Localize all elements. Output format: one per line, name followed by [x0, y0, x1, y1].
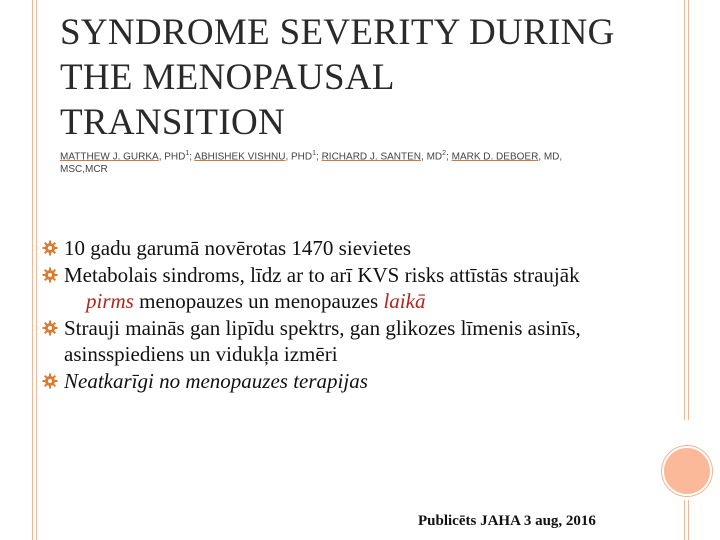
author-degree: , MD	[421, 151, 443, 163]
bullet-text: Strauji mainās gan lipīdu spektrs, gan glikozes līmenis asinīs,	[64, 315, 581, 340]
gear-icon	[42, 373, 58, 389]
slide-title	[60, 10, 680, 145]
author-link-deboer[interactable]: MARK D. DEBOER	[451, 151, 539, 163]
bullet-text: Neatkarīgi no menopauzes terapijas	[64, 368, 368, 393]
right-frame-border	[684, 0, 689, 420]
author-degree: , MD,	[538, 151, 563, 163]
author-affiliation: 2	[442, 150, 447, 157]
author-link-santen[interactable]: RICHARD J. SANTEN	[321, 151, 422, 163]
author-link-vishnu[interactable]: ABHISHEK VISHNU	[194, 151, 286, 163]
author-affiliation: 1	[185, 150, 190, 157]
author-line-1: MATTHEW J. GURKA, PHD$^1$; ABHISHEK VISHNU, PHD$^1$; RICHARD J. SANTEN, $MD^2$; MARK D. DEBOER, MD,	[60, 150, 563, 163]
bullet-continuation	[64, 289, 425, 313]
left-frame-border	[32, 0, 37, 540]
author-line-2: MSC,MCR	[60, 164, 108, 176]
bullet-text: Metabolais sindroms, līdz ar to arī KVS risks attīstās straujāk	[64, 262, 580, 287]
bullet-text: 10 gadu garumā novērotas 1470 sievietes	[64, 236, 411, 260]
title-line-1: SYNDROME SEVERITY DURING	[60, 12, 615, 53]
author-list	[60, 147, 680, 176]
gear-icon	[42, 240, 58, 256]
title-line-2: THE MENOPAUSAL	[60, 57, 395, 98]
emphasis-text: laikā	[383, 289, 426, 313]
gear-icon	[42, 320, 58, 336]
author-link-gurka[interactable]: MATTHEW J. GURKA	[60, 151, 159, 163]
decorative-circle	[662, 446, 712, 496]
bullet-text: menopauzes un menopauzes	[133, 289, 384, 313]
publication-note: Publicēts JAHA 3 aug, 2016	[418, 513, 596, 529]
title-line-3: TRANSITION	[60, 102, 285, 143]
author-affiliation: 1	[312, 150, 317, 157]
author-degree: , PHD	[158, 151, 186, 163]
bullet-item	[42, 315, 672, 368]
bullet-list	[42, 235, 672, 394]
bullet-item	[42, 368, 672, 395]
right-frame-border-lower	[684, 500, 689, 540]
bullet-item	[42, 262, 672, 315]
bullet-text: asinsspiediens un vidukļa izmēri	[64, 342, 338, 366]
emphasis-text: pirms	[86, 289, 134, 313]
gear-icon	[42, 267, 58, 283]
author-degree: , PHD	[285, 151, 313, 163]
bullet-item	[42, 235, 672, 262]
